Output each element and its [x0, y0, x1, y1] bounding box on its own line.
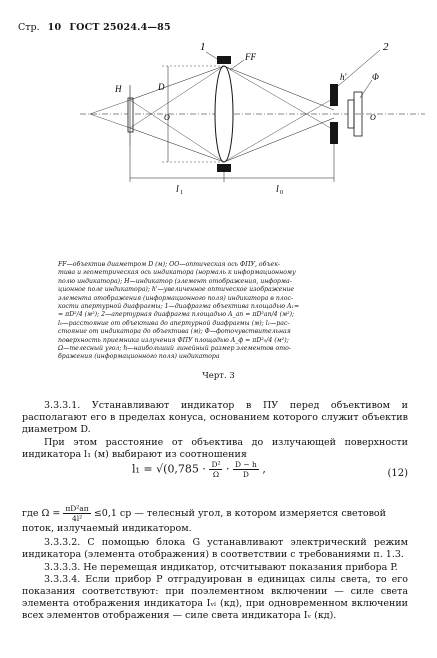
- caption-line: элемента отображения (информационного поля) индикатора в плос-: [58, 294, 294, 302]
- caption-line: бражения (информационного поля) индикатора: [58, 353, 220, 361]
- page-number: 10: [47, 22, 62, 33]
- label-h: H: [115, 84, 122, 94]
- leader-phi: [360, 80, 372, 98]
- formula-end: ,: [262, 462, 266, 476]
- frac-denominator: Ω: [212, 470, 220, 479]
- paragraph-3-3-3-2: 3.3.3.2. С помощью блока G устанавливают электрический режим индикатора (элемента отображения) в соответствии с требованиями п. 1.3.: [22, 537, 408, 561]
- caption-line: = πD²/4 (м²); 2—апертурная диафрагма площадью A_ап = πD²ап/4 (м²);: [58, 311, 295, 319]
- label-o-right: O: [370, 113, 376, 122]
- label-2: 2: [383, 41, 389, 53]
- indicator-h: [128, 98, 133, 132]
- label-ff: FF: [245, 52, 256, 62]
- objective-lens: [215, 66, 233, 162]
- caption-line: Ω—телесный угол; h—наибольший линейный размер элементов ото-: [58, 345, 291, 353]
- aperture-diaphragm-bottom: [330, 122, 338, 144]
- where-text: ≤0,1 ср — телесный угол, в котором измеряется световой поток, излучаемый индикатором.: [22, 508, 386, 534]
- frac-numerator: D²: [211, 460, 221, 469]
- page-header: [18, 22, 171, 33]
- caption-line: кости апертурной диафрагмы; 1—диафрагма объектива площадью A₁=: [58, 303, 300, 311]
- ray-8: [224, 98, 334, 162]
- formula-number: (12): [387, 468, 408, 479]
- formula-frac-d2-omega: [209, 460, 222, 479]
- standard-code: ГОСТ 25024.4—85: [69, 22, 171, 33]
- aperture-diaphragm-top: [330, 84, 338, 106]
- caption-line: полю индикатора); H—индикатор (элемент отображения, информа-: [58, 277, 292, 285]
- label-l1: l: [176, 184, 179, 195]
- formula-body: [132, 460, 266, 479]
- label-d: D: [158, 82, 165, 92]
- figure-caption: [58, 261, 413, 362]
- ray-1: [130, 66, 224, 100]
- ray-4: [130, 66, 224, 128]
- label-l0: l: [276, 184, 279, 195]
- body-text: [22, 400, 408, 461]
- optical-scheme-figure: [0, 40, 437, 260]
- paragraph-3-3-3-1: 3.3.3.1. Устанавливают индикатор в ПУ перед объективом и располагают его в пределах конуса, основанием которого служит объектив диаметром D.: [22, 400, 408, 436]
- where-clause: [22, 504, 408, 623]
- detector-surface: [348, 100, 354, 128]
- label-l0-sub: 0: [280, 190, 283, 196]
- formula-lhs: l₁ = √(0,785 ·: [132, 462, 206, 476]
- where-frac: [63, 504, 90, 523]
- cone-bottom: [90, 114, 130, 128]
- ray-7: [224, 66, 334, 130]
- ray-3: [130, 100, 224, 162]
- ray-6: [224, 118, 334, 162]
- caption-line: l₀—расстояние от объектива до апертурной диафрагмы (м); l₁—рас-: [58, 319, 290, 327]
- page-label: Стр.: [18, 22, 40, 33]
- cone-top: [90, 100, 130, 114]
- formula-dot: ·: [225, 462, 230, 476]
- frac-denominator: D: [242, 470, 249, 479]
- caption-line: поверхность приемника излучения ФПУ площадью A_ф = πD²₀/4 (м²);: [58, 336, 289, 344]
- leader-ff: [230, 60, 244, 70]
- label-phi: Φ: [372, 72, 379, 82]
- frac-numerator: D − h: [234, 460, 257, 469]
- paragraph-3-3-3-3: 3.3.3.3. Не перемещая индикатор, отсчитывают показания прибора P.: [44, 561, 398, 573]
- ray-2: [130, 128, 224, 162]
- formula-frac-dh-d: [233, 460, 259, 479]
- frac-denominator: 4l²: [71, 514, 83, 523]
- caption-line: ционное поле индикатора); h'—увеличенное оптическое изображение: [58, 286, 295, 294]
- lens-diaphragm-bottom: [217, 164, 231, 172]
- caption-line: FF—объектив диаметром D (м); OO—оптическая ось ФПУ, объек-: [58, 261, 281, 268]
- ray-5: [224, 66, 334, 110]
- where-line: [22, 504, 408, 535]
- label-o: O: [164, 113, 170, 122]
- paragraph-3-3-3-4: 3.3.3.4. Если прибор P отградуирован в единицах силы света, то его показания соответствуют: при поэлементном включении — силе света элемента отображения индикатора Iᵥₗ (кд), при одновременном включении всех элементов отображения — силе света индикатора Iᵥ (кд).: [22, 573, 408, 622]
- label-h-prime: h': [340, 72, 347, 82]
- formula-12: [22, 458, 408, 496]
- label-l1-sub: 1: [180, 190, 183, 196]
- where-prefix: где Ω =: [22, 508, 61, 519]
- paragraph-distance: При этом расстояние от объектива до излучающей поверхности индикатора l₁ (м) выбирают из соотношения: [22, 436, 408, 460]
- figure-number: Черт. 3: [202, 371, 235, 381]
- caption-line: тива и геометрическая ось индикатора (нормаль к информационному: [58, 269, 296, 277]
- caption-line: стояние от индикатора до объектива (м); Ф—фоточувствительная: [58, 328, 291, 336]
- label-1: 1: [200, 41, 206, 53]
- frac-numerator: πD²ап: [65, 504, 89, 513]
